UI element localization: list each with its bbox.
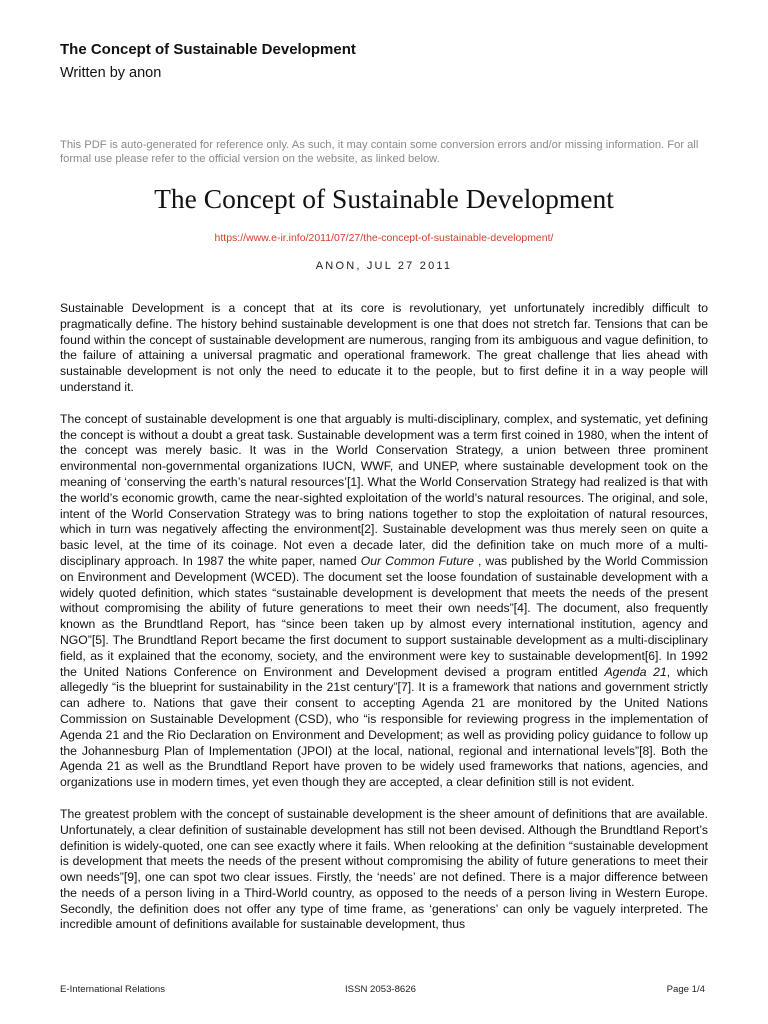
article-title: The Concept of Sustainable Development [154,183,614,214]
conversion-notice: This PDF is auto-generated for reference only. As such, it may contain some conversion errors and/or missing information. For all formal use please refer to the official version on the website, as linked below. [60,139,699,165]
paragraph-2-text-a: The concept of sustainable development is one that arguably is multi-disciplinary, complex, and systematic, yet defining the concept is without a doubt a great task. Sustainable development was a term first coined in 1980, when the intent of the concept was merely basic. It was in the World Conservation Strategy, a union between three prominent environmental non-governmental organizations IUCN, WWF, and UNEP, where sustainable development took on the meaning of ‘conserving the earth’s natural resources’[1]. What the World Conservation Strategy had realized is that with the world’s economic growth, came the near-sighted exploitation of the world’s natural resources. The original, and sole, intent of the World Conservation Strategy was to bring nations together to stop the exploitation of natural resources, which in turn was negatively affecting the environment[2]. Sustainable development was thus merely seen on quite a basic level, at the time of its coinage. Not even a decade later, did the definition take on much more of a multi-disciplinary approach. In 1987 the white paper, named [60,411,708,568]
source-url-link[interactable]: https://www.e-ir.info/2011/07/27/the-concept-of-sustainable-development/ [214,232,554,244]
header-title: The Concept of Sustainable Development [60,41,356,58]
paragraph-3: The greatest problem with the concept of sustainable development is the sheer amount of definitions that are available. Unfortunately, a clear definition of sustainable development has still not been devised. Although the Brundtland Report’s definition is widely-quoted, one can see exactly where it fails. When relooking at the definition “sustainable development is development that meets the needs of the present without compromising the ability of future generations to meet their own needs”[9], one can spot two clear issues. Firstly, the ‘needs’ are not defined. There is a major difference between the needs of a person living in a Third-World country, as opposed to the needs of a person living in Western Europe. Secondly, the definition does not offer any type of time frame, as ‘generations’ can only be vaguely interpreted. The incredible amount of definitions available for sustainable development, thus [60,806,708,932]
footer-issn: ISSN 2053-8626 [345,984,416,995]
italic-title-our-common-future: Our Common Future [360,553,474,568]
paragraph-2 [60,412,708,791]
article-body [60,301,708,949]
italic-title-agenda-21: Agenda 21 [604,664,667,679]
article-byline: ANON, JUL 27 2011 [315,260,453,272]
footer-publisher: E-International Relations [60,984,166,995]
footer-page-number: Page 1/4 [666,984,705,995]
paragraph-1: Sustainable Development is a concept that at its core is revolutionary, yet unfortunately incredibly difficult to pragmatically define. The history behind sustainable development is one that does not stretch far. Tensions that can be found within the concept of sustainable development are numerous, ranging from its ambiguous and vague definition, to the failure of attaining a universal pragmatic and operational framework. The great challenge that lies ahead with sustainable development is not only the need to educate it to the people, but to first define it in a way people will understand it. [60,301,708,394]
header-author: Written by anon [60,65,162,81]
paragraph-2-text-c: , which allegedly “is the blueprint for sustainability in the 21st century”[7]. It is a framework that nations and government strictly can adhere to. Nations that gave their consent to accepting Agenda 21 are monitored by the United Nations Commission on Sustainable Development (CSD), who “is responsible for reviewing progress in the implementation of Agenda 21 and the Rio Declaration on Environment and Development; as well as providing policy guidance to follow up the Johannesburg Plan of Implementation (JPOI) at the local, national, regional and international levels”[8]. Both the Agenda 21 as well as the Brundtland Report have proven to be widely used frameworks that nations, agencies, and organizations use in modern times, yet even though they are accepted, a clear definition still is not evident. [60,664,708,790]
page-footer [60,983,708,997]
document-header [60,40,710,83]
paragraph-2-text-b: , was published by the World Commission on Environment and Development (WCED). The document set the loose foundation of sustainable development with a widely quoted definition, which states “sustainable development is development that meets the needs of the present without compromising the ability of future generations to meet their own needs”[4]. The document, also frequently known as the Brundtland Report, has “since been taken up by almost every international institution, agency and NGO”[5]. The Brundtland Report became the first document to support sustainable development as a multi-disciplinary field, as it explained that the economy, society, and the environment were key to sustainable development[6]. In 1992 the United Nations Conference on Environment and Development devised a program entitled [60,553,708,679]
